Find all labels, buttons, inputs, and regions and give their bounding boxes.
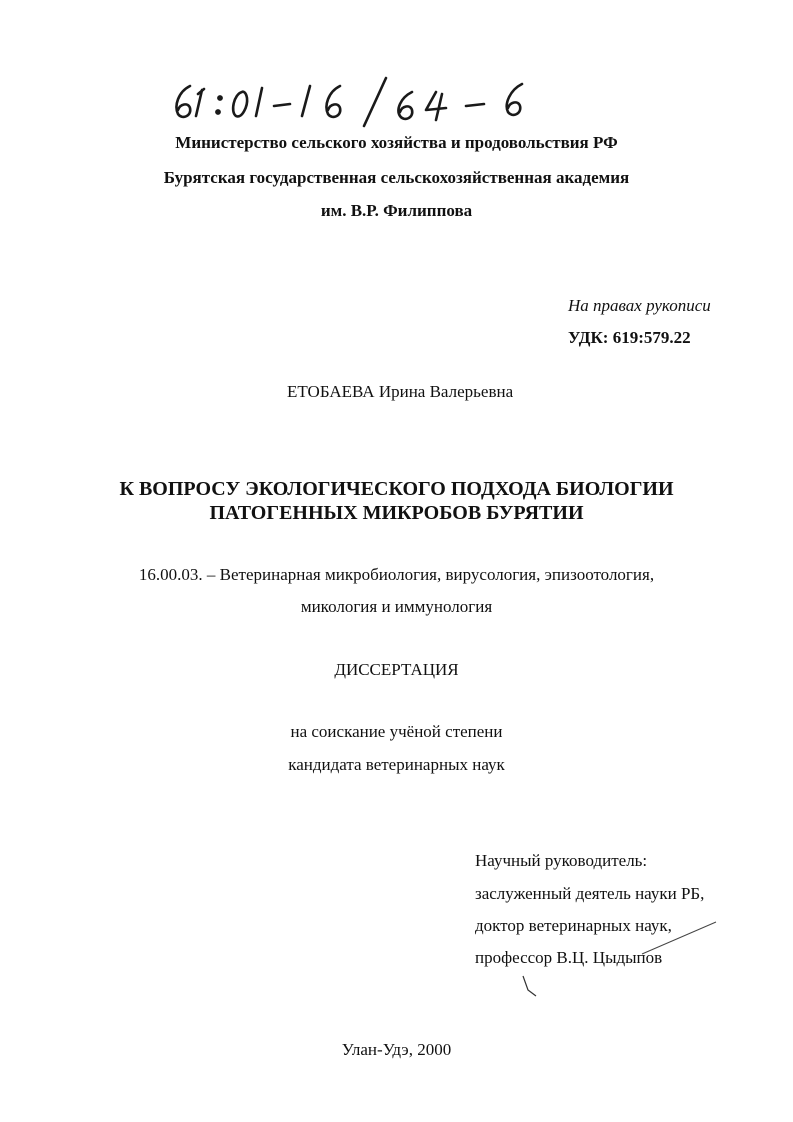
supervisor-line-3: доктор ветеринарных наук, xyxy=(475,916,672,935)
academy-name: Бурятская государственная сельскохозяйственная академия xyxy=(163,168,630,187)
city-year: Улан-Удэ, 2000 xyxy=(341,1040,452,1059)
academy-named-after: им. В.Р. Филиппова xyxy=(320,201,473,220)
ministry-name: Министерство сельского хозяйства и продовольствия РФ xyxy=(175,133,618,152)
supervisor-line-4: профессор В.Ц. Цыдыпов xyxy=(475,948,663,967)
degree-line-2: кандидата ветеринарных наук xyxy=(288,755,505,774)
title-line-1: К ВОПРОСУ ЭКОЛОГИЧЕСКОГО ПОДХОДА БИОЛОГИИ xyxy=(119,478,674,500)
handwritten-archive-number xyxy=(150,72,550,132)
pen-mark-stroke xyxy=(640,918,720,958)
specialty-line-2: микология и иммунология xyxy=(300,597,493,616)
author-name: ЕТОБАЕВА Ирина Валерьевна xyxy=(287,382,514,401)
document-type: ДИССЕРТАЦИЯ xyxy=(334,660,459,679)
title-line-2: ПАТОГЕННЫХ МИКРОБОВ БУРЯТИИ xyxy=(209,502,584,524)
udc-code: УДК: 619:579.22 xyxy=(568,328,691,347)
manuscript-rights: На правах рукописи xyxy=(568,296,711,315)
pen-mark-tick xyxy=(520,974,540,1000)
supervisor-line-1: Научный руководитель: xyxy=(475,851,648,870)
degree-line-1: на соискание учёной степени xyxy=(290,722,503,741)
supervisor-line-2: заслуженный деятель науки РБ, xyxy=(475,884,705,903)
specialty-line-1: 16.00.03. – Ветеринарная микробиология, вирусология, эпизоотология, xyxy=(138,565,655,584)
